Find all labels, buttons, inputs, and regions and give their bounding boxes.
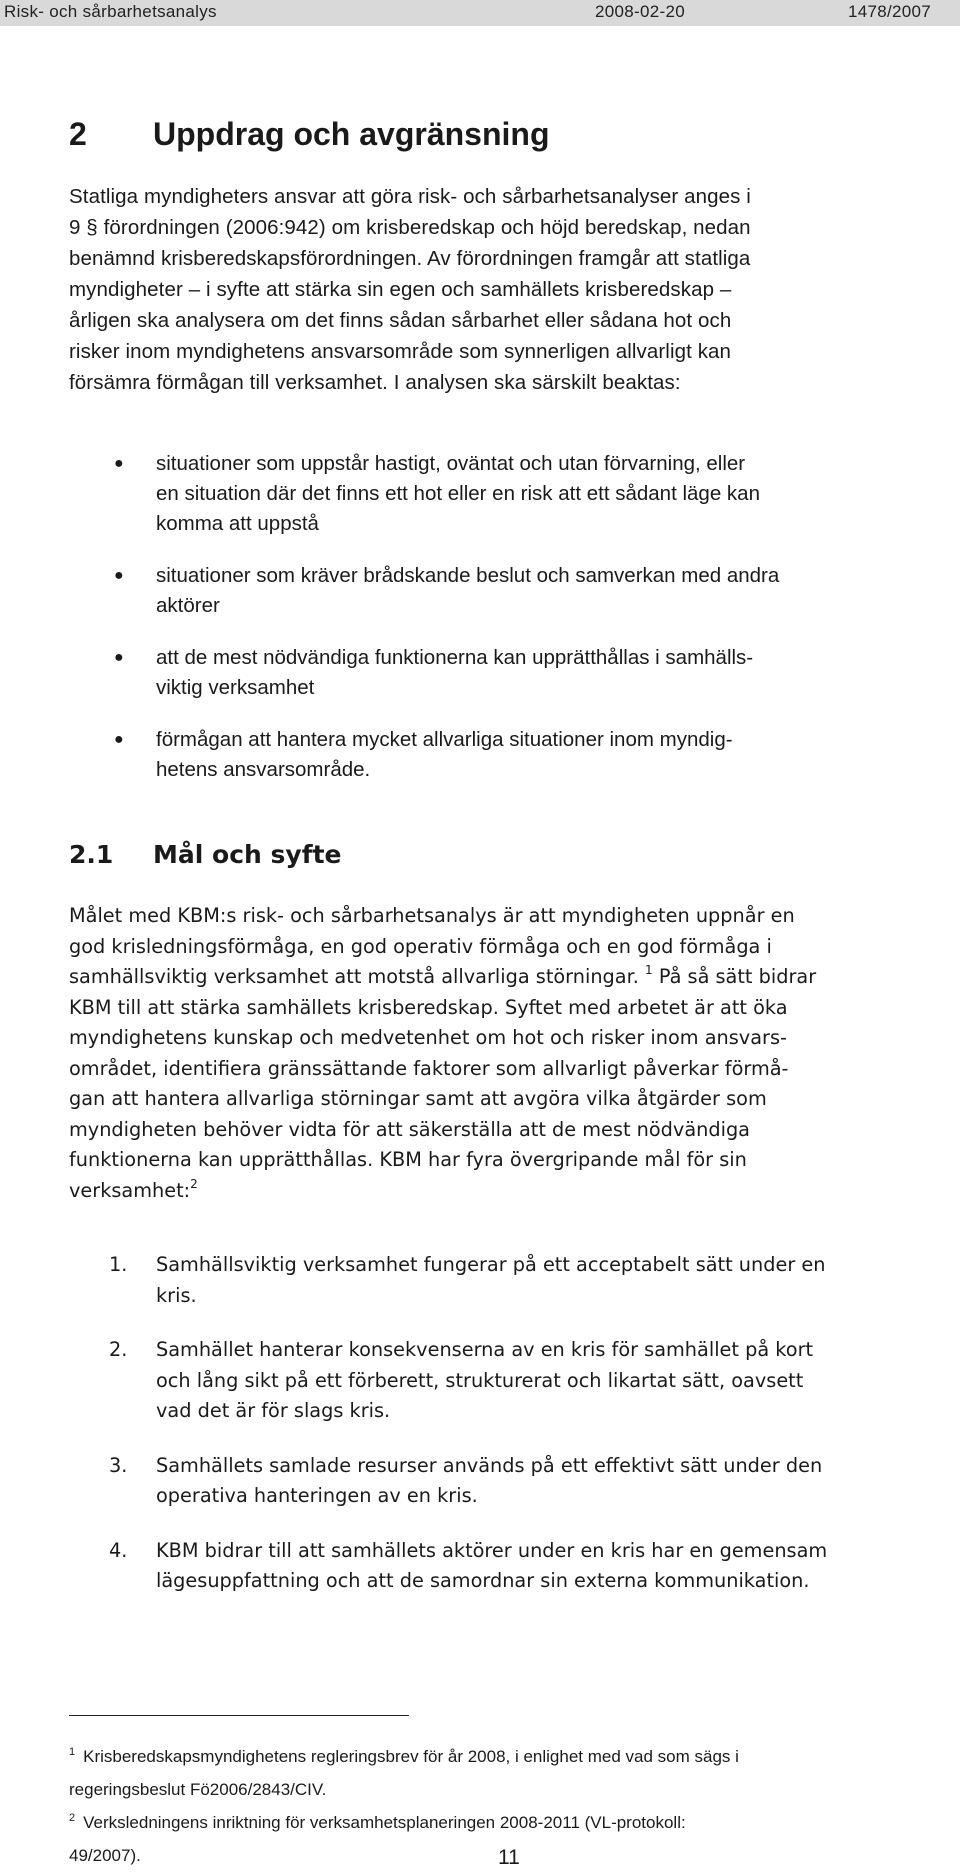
bullet-line: viktig verksamhet bbox=[156, 676, 315, 699]
paragraph-line: försämra förmågan till verksamhet. I analysen ska särskilt beaktas: bbox=[69, 371, 681, 394]
header-title: Risk- och sårbarhetsanalys bbox=[4, 2, 217, 21]
goal-number: 4. bbox=[109, 1538, 128, 1562]
paragraph-line bbox=[69, 1176, 954, 1207]
footnote-ref-1[interactable]: 1 bbox=[645, 963, 653, 977]
goal-line: Samhället hanterar konsekvenserna av en kris för samhället på kort bbox=[156, 1338, 814, 1361]
goal-line: och lång sikt på ett förberett, strukturerat och likartat sätt, oavsett bbox=[156, 1368, 804, 1392]
paragraph-line: KBM till att stärka samhällets krisberedskap. Syftet med arbetet är att öka bbox=[69, 995, 788, 1019]
goal-line: lägesuppfattning och att de samordnar sin externa kommunikation. bbox=[156, 1569, 810, 1592]
paragraph-line: området, identifiera gränssättande faktorer som allvarligt påverkar förmå- bbox=[69, 1056, 789, 1080]
paragraph-line: 9 § förordningen (2006:942) om krisberedskap och höjd beredskap, nedan bbox=[69, 216, 751, 239]
paragraph-line: gan att hantera allvarliga störningar samt att avgöra vilka åtgärder som bbox=[69, 1087, 767, 1110]
paragraph-line: myndighetens kunskap och medvetenhet om hot och risker inom ansvars- bbox=[69, 1026, 787, 1049]
goal-item bbox=[69, 1536, 954, 1597]
paragraph-text: samhällsviktig verksamhet att motstå allvarliga störningar. bbox=[69, 965, 639, 988]
paragraph-line: risker inom myndighetens ansvarsområde som synnerligen allvarligt kan bbox=[69, 340, 732, 363]
footnote-text: Krisberedskapsmyndighetens regleringsbrev för år 2008, i enlighet med vad som sägs i bbox=[83, 1747, 739, 1766]
footnote-line bbox=[69, 1740, 954, 1773]
header-date: 2008-02-20 bbox=[595, 2, 685, 21]
bullet-line: situationer som uppstår hastigt, oväntat och utan förvarning, eller bbox=[156, 452, 746, 475]
bullet-line: att de mest nödvändiga funktionerna kan upprätthållas i samhälls- bbox=[156, 646, 754, 669]
goal-item bbox=[69, 1335, 954, 1427]
bullet-line: en situation där det finns ett hot eller en risk att ett sådant läge kan bbox=[156, 482, 760, 505]
footnote-line: 49/2007). bbox=[69, 1846, 141, 1865]
goal-line: kris. bbox=[156, 1283, 197, 1307]
bullet-dot-icon: ● bbox=[114, 649, 124, 666]
paragraph-text: På så sätt bidrar bbox=[652, 965, 817, 988]
goal-line: Samhällsviktig verksamhet fungerar på ett acceptabelt sätt under en bbox=[156, 1253, 826, 1276]
footnote-mark: 2 bbox=[69, 1812, 76, 1824]
bullet-dot-icon: ● bbox=[114, 455, 124, 472]
section-number: 2 bbox=[69, 116, 87, 152]
goals-paragraph bbox=[69, 901, 954, 1206]
subsection-number: 2.1 bbox=[69, 840, 114, 869]
section-title: Uppdrag och avgränsning bbox=[153, 116, 550, 152]
goal-number: 3. bbox=[109, 1453, 128, 1477]
intro-paragraph bbox=[69, 181, 954, 398]
subsection-heading bbox=[69, 840, 341, 869]
bullet-item bbox=[69, 643, 954, 703]
paragraph-line: god krisledningsförmåga, en god operativ förmåga och en god förmåga i bbox=[69, 934, 772, 958]
paragraph-text: verksamhet: bbox=[69, 1178, 191, 1202]
bullet-item bbox=[69, 561, 954, 621]
goal-number: 2. bbox=[109, 1338, 128, 1361]
footnote-1 bbox=[69, 1740, 954, 1806]
goal-item bbox=[69, 1250, 954, 1311]
header-document-number: 1478/2007 bbox=[848, 2, 932, 21]
bullet-list bbox=[69, 449, 954, 807]
footnote-ref-2[interactable]: 2 bbox=[190, 1176, 198, 1191]
subsection-title: Mål och syfte bbox=[153, 840, 342, 869]
goals-list bbox=[69, 1250, 954, 1621]
footnote-separator bbox=[69, 1715, 409, 1716]
footnote-line: regeringsbeslut Fö2006/2843/CIV. bbox=[69, 1780, 327, 1799]
footnote-mark: 1 bbox=[69, 1746, 76, 1758]
goal-item bbox=[69, 1451, 954, 1512]
paragraph-line: Statliga myndigheters ansvar att göra risk- och sårbarhetsanalyser anges i bbox=[69, 185, 751, 208]
bullet-item bbox=[69, 725, 954, 785]
paragraph-line bbox=[69, 962, 954, 993]
bullet-line: situationer som kräver brådskande beslut och samverkan med andra bbox=[156, 564, 780, 587]
goal-line: Samhällets samlade resurser används på ett effektivt sätt under den bbox=[156, 1453, 823, 1477]
section-heading bbox=[69, 116, 549, 153]
paragraph-line: årligen ska analysera om det finns sådan sårbarhet eller sådana hot och bbox=[69, 309, 732, 332]
page-number: 11 bbox=[498, 1846, 520, 1869]
bullet-line: hetens ansvarsområde. bbox=[156, 758, 371, 781]
footnote-line bbox=[69, 1806, 954, 1839]
running-header bbox=[0, 0, 960, 26]
paragraph-line: funktionerna kan upprätthållas. KBM har fyra övergripande mål för sin bbox=[69, 1148, 747, 1171]
bullet-item bbox=[69, 449, 954, 539]
goal-line: operativa hanteringen av en kris. bbox=[156, 1484, 478, 1507]
goal-line: KBM bidrar till att samhällets aktörer under en kris har en gemensam bbox=[156, 1538, 828, 1562]
bullet-line: komma att uppstå bbox=[156, 512, 319, 535]
paragraph-line: myndigheten behöver vidta för att säkerställa att de mest nödvändiga bbox=[69, 1117, 751, 1141]
paragraph-line: benämnd krisberedskapsförordningen. Av förordningen framgår att statliga bbox=[69, 247, 751, 270]
paragraph-line: myndigheter – i syfte att stärka sin egen och samhällets krisberedskap – bbox=[69, 278, 732, 301]
bullet-line: förmågan att hantera mycket allvarliga situationer inom myndig- bbox=[156, 728, 733, 751]
paragraph-line: Målet med KBM:s risk- och sårbarhetsanalys är att myndigheten uppnår en bbox=[69, 904, 795, 927]
goal-number: 1. bbox=[109, 1253, 128, 1276]
bullet-dot-icon: ● bbox=[114, 731, 124, 748]
bullet-dot-icon: ● bbox=[114, 567, 124, 584]
footnote-text: Verksledningens inriktning för verksamhetsplaneringen 2008-2011 (VL-protokoll: bbox=[83, 1813, 686, 1832]
bullet-line: aktörer bbox=[156, 594, 220, 617]
goal-line: vad det är för slags kris. bbox=[156, 1399, 391, 1422]
